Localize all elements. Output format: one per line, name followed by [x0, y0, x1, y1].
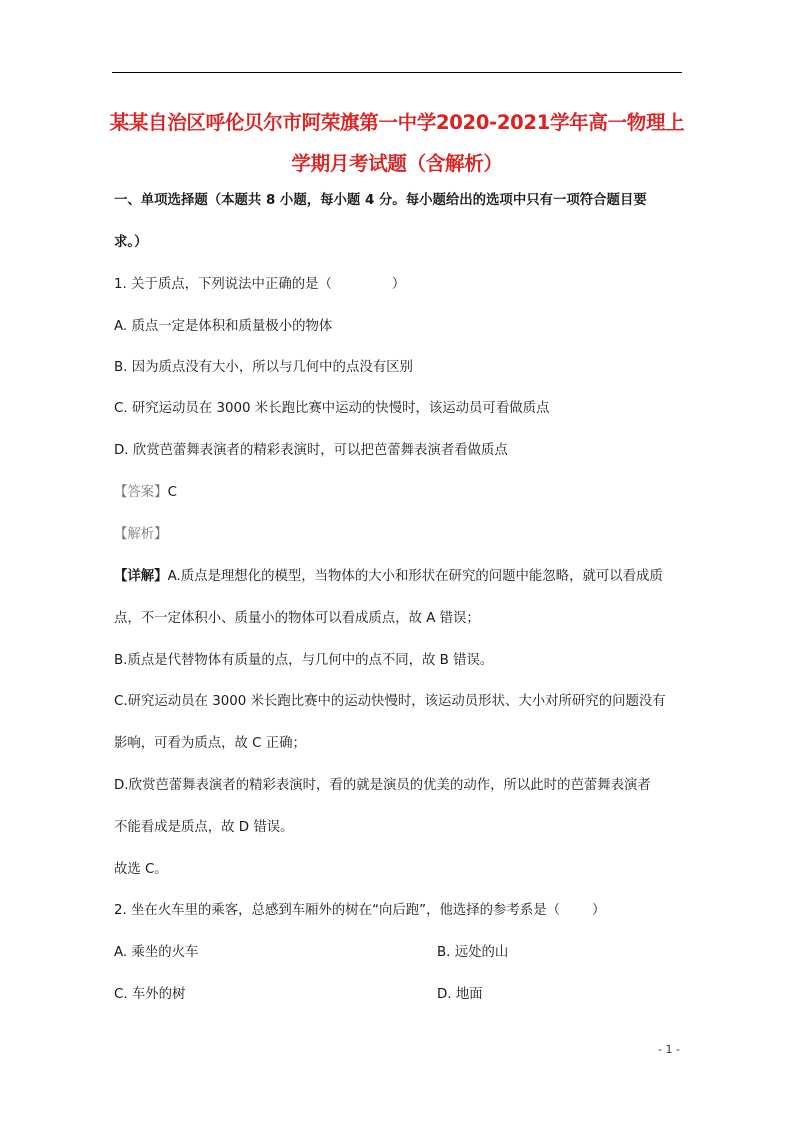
page-number: - 1 -	[658, 1043, 680, 1056]
question-1-option-d: D. 欣赏芭蕾舞表演者的精彩表演时，可以把芭蕾舞表演者看做质点	[114, 443, 508, 458]
question-1-option-a: A. 质点一定是体积和质量极小的物体	[114, 319, 333, 334]
detail-line-5: 影响，可看为质点，故 C 正确；	[114, 736, 306, 751]
detail-line-4: C.研究运动员在 3000 米长跑比赛中的运动快慢时，该运动员形状、大小对所研究的问题没有	[114, 694, 666, 709]
question-2-stem	[114, 902, 605, 920]
question-1-stem-close: ）	[391, 277, 406, 292]
question-1-option-c: C. 研究运动员在 3000 米长跑比赛中运动的快慢时，该运动员可看做质点	[114, 401, 550, 416]
question-2-option-c: C. 车外的树	[114, 987, 186, 1002]
detail-line-3: B.质点是代替物体有质量的点，与几何中的点不同，故 B 错误。	[114, 653, 494, 668]
detail-line-7: 不能看成是质点，故 D 错误。	[114, 820, 294, 835]
question-1-stem-text: 1. 关于质点，下列说法中正确的是（	[114, 277, 332, 292]
question-1-stem	[114, 276, 405, 294]
question-1-answer	[114, 484, 177, 502]
question-1-option-b: B. 因为质点没有大小，所以与几何中的点没有区别	[114, 360, 413, 375]
question-1-conclusion: 故选 C。	[114, 862, 168, 877]
question-2-option-a: A. 乘坐的火车	[114, 945, 199, 960]
document-title-line-1: 某某自治区呼伦贝尔市阿荣旗第一中学2020-2021学年高一物理上	[109, 111, 685, 134]
header-rule	[112, 72, 682, 73]
question-2-stem-close: ）	[592, 903, 606, 918]
section-heading-line-1: 一、单项选择题（本题共 8 小题，每小题 4 分。每小题给出的选项中只有一项符合题目要	[114, 193, 647, 208]
question-2-option-d: D. 地面	[437, 987, 483, 1002]
answer-value: C	[167, 485, 177, 500]
answer-tag: 【答案】	[114, 485, 168, 500]
analysis-tag: 【解析】	[114, 527, 168, 542]
detail-tag: 【详解】	[114, 569, 168, 584]
detail-line-1-text: A.质点是理想化的模型，当物体的大小和形状在研究的问题中能忽略，就可以看成质	[167, 569, 663, 584]
detail-line-1	[114, 568, 663, 586]
document-title-line-2: 学期月考试题（含解析）	[291, 152, 503, 175]
detail-line-6: D.欣赏芭蕾舞表演者的精彩表演时，看的就是演员的优美的动作，所以此时的芭蕾舞表演者	[114, 778, 651, 793]
question-2-stem-text: 2. 坐在火车里的乘客，总感到车厢外的树在“向后跑”，他选择的参考系是（	[114, 903, 561, 918]
section-heading-line-2: 求。）	[114, 235, 148, 250]
detail-line-2: 点，不一定体积小、质量小的物体可以看成质点，故 A 错误；	[114, 611, 480, 626]
question-2-option-b: B. 远处的山	[437, 945, 509, 960]
